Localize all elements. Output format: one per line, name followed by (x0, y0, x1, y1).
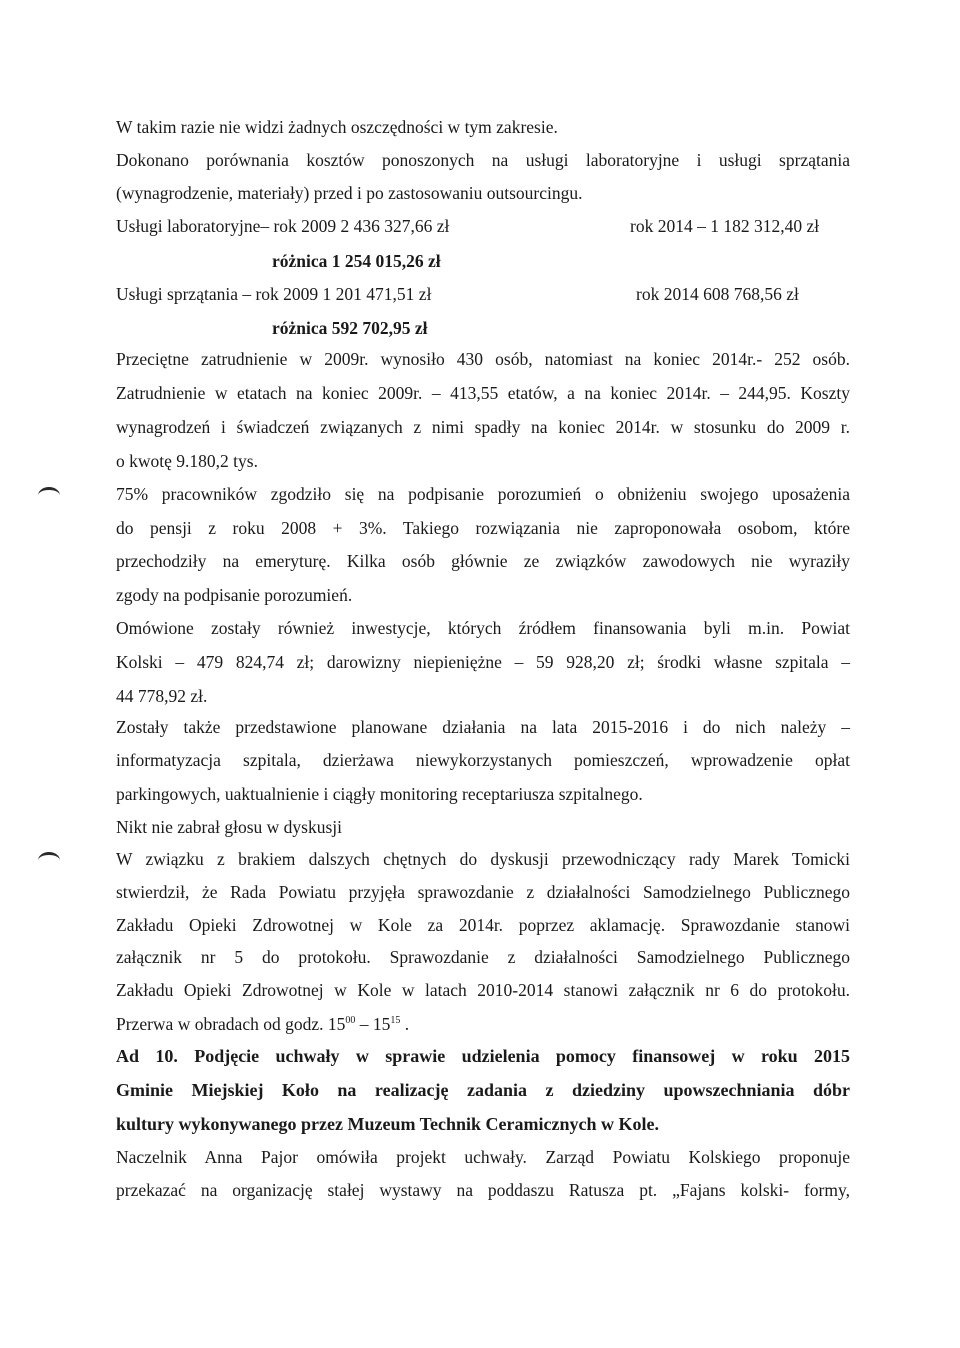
text-line: wynagrodzeń i świadczeń związanych z nimi spadły na koniec 2014r. w stosunku do 2009 r. (116, 417, 850, 437)
punch-hole-mark (38, 852, 60, 869)
punch-hole-mark (38, 487, 60, 504)
cleaning-2014-cost: rok 2014 608 768,56 zł (636, 284, 799, 304)
text-line: przechodziły na emeryturę. Kilka osób głównie ze związków zawodowych nie wyraziły (116, 551, 850, 571)
text-line: Przeciętne zatrudnienie w 2009r. wynosiło 430 osób, natomiast na koniec 2014r.- 252 osób. (116, 349, 850, 369)
text-line: Zakładu Opieki Zdrowotnej w Kole za 2014r. poprzez aklamację. Sprawozdanie stanowi (116, 915, 850, 935)
text-line: Zakładu Opieki Zdrowotnej w Kole w latach 2010-2014 stanowi załącznik nr 6 do protokołu. (116, 980, 850, 1000)
text-line: 44 778,92 zł. (116, 686, 208, 706)
break-text: Przerwa w obradach od godz. 15 (116, 1014, 346, 1034)
text-line: Nikt nie zabrał głosu w dyskusji (116, 817, 343, 837)
text-line: przekazać na organizację stałej wystawy na poddaszu Ratusza pt. „Fajans kolski- formy, (116, 1180, 850, 1200)
text-line: Dokonano porównania kosztów ponoszonych na usługi laboratoryjne i usługi sprzątania (116, 150, 850, 170)
cost-row-laboratory (116, 215, 850, 237)
text-line: 75% pracowników zgodziło się na podpisanie porozumień o obniżeniu swojego uposażenia (116, 484, 850, 504)
text-line: stwierdził, że Rada Powiatu przyjęła sprawozdanie z działalności Samodzielnego Publicznego (116, 882, 850, 902)
break-end-minutes: 15 (390, 1015, 401, 1026)
text-line: Zatrudnienie w etatach na koniec 2009r. – 413,55 etatów, a na koniec 2014r. – 244,95. Koszty (116, 383, 850, 403)
cost-row-cleaning (116, 283, 850, 305)
text-line: o kwotę 9.180,2 tys. (116, 451, 258, 471)
text-line: Naczelnik Anna Pajor omówiła projekt uchwały. Zarząd Powiatu Kolskiego proponuje (116, 1147, 850, 1167)
break-start-minutes: 00 (345, 1015, 356, 1026)
break-time-line (116, 1013, 850, 1035)
text-line: informatyzacja szpitala, dzierżawa niewykorzystanych pomieszczeń, wprowadzenie opłat (116, 750, 850, 770)
cleaning-difference: różnica 592 702,95 zł (272, 318, 428, 338)
text-line: W takim razie nie widzi żadnych oszczędności w tym zakresie. (116, 117, 558, 137)
text-line: do pensji z roku 2008 + 3%. Takiego rozwiązania nie zaproponowała osobom, które (116, 518, 850, 538)
laboratory-2014-cost: rok 2014 – 1 182 312,40 zł (630, 216, 820, 236)
text-line: Omówione zostały również inwestycje, których źródłem finansowania byli m.in. Powiat (116, 618, 850, 638)
text-line: W związku z brakiem dalszych chętnych do dyskusji przewodniczący rady Marek Tomicki (116, 849, 850, 869)
text-line: zgody na podpisanie porozumień. (116, 585, 353, 605)
text-line: parkingowych, uaktualnienie i ciągły monitoring receptariusza szpitalnego. (116, 784, 643, 804)
text-line: Zostały także przedstawione planowane działania na lata 2015-2016 i do nich należy – (116, 717, 850, 737)
text-line: (wynagrodzenie, materiały) przed i po zastosowaniu outsourcingu. (116, 183, 583, 203)
break-text-end-hour: – 15 (355, 1014, 391, 1034)
text-line: załącznik nr 5 do protokołu. Sprawozdanie z działalności Samodzielnego Publicznego (116, 947, 850, 967)
agenda-item-heading: kultury wykonywanego przez Muzeum Technik Ceramicznych w Kole. (116, 1114, 659, 1134)
agenda-item-heading: Ad 10. Podjęcie uchwały w sprawie udzielenia pomocy finansowej w roku 2015 (116, 1046, 850, 1066)
laboratory-difference: różnica 1 254 015,26 zł (272, 251, 441, 271)
cleaning-2009-cost: Usługi sprzątania – rok 2009 1 201 471,51 zł (116, 284, 432, 304)
agenda-item-heading: Gminie Miejskiej Koło na realizację zadania z dziedziny upowszechniania dóbr (116, 1080, 850, 1100)
text-line: Kolski – 479 824,74 zł; darowizny niepieniężne – 59 928,20 zł; środki własne szpitala – (116, 652, 850, 672)
laboratory-2009-cost: Usługi laboratoryjne– rok 2009 2 436 327,66 zł (116, 216, 450, 236)
break-period: . (400, 1014, 410, 1034)
